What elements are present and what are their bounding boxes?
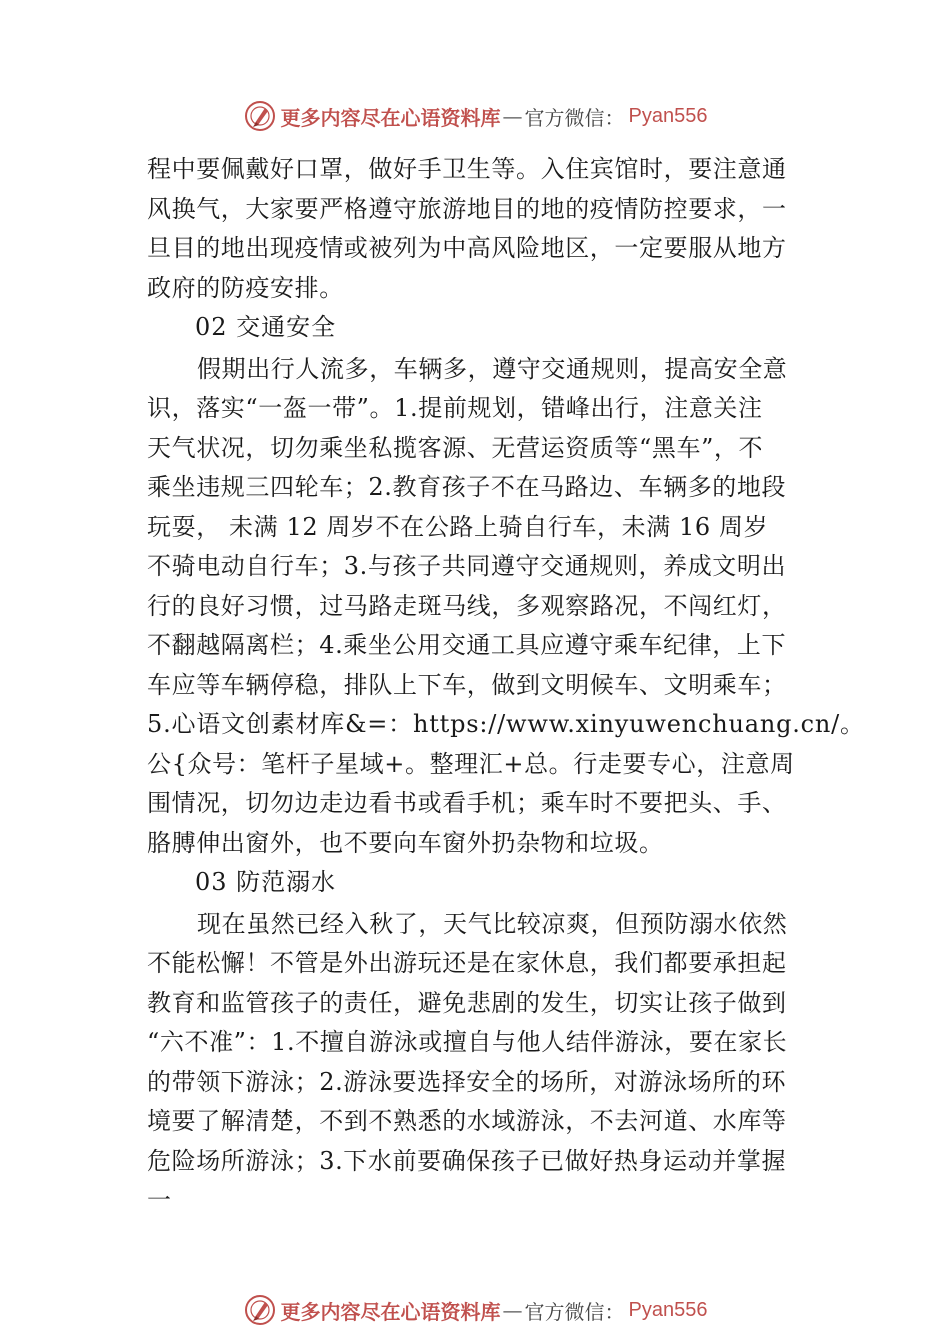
text-line: 政府的防疫安排。 [147, 273, 344, 302]
text-line: 围情况，切勿边走边看书或看手机；乘车时不要把头、手、 [147, 789, 787, 817]
text-line: 玩耍， 未满 12 周岁不在公路上骑自行车，未满 16 周岁 [147, 512, 769, 541]
text-line: 天气状况，切勿乘坐私揽客源、无营运资质等“黑车”，不 [147, 433, 764, 462]
text-line: 识，落实“一盔一带”。1.提前规划，错峰出行，注意关注 [147, 394, 763, 422]
text-line: 行的良好习惯，过马路走斑马线，多观察路况，不闯红灯， [147, 591, 787, 620]
text-line: 假期出行人流多，车辆多，遵守交通规则，提高安全意 [197, 354, 788, 383]
pen-nib-logo-icon [243, 1293, 277, 1327]
text-line: 教育和监管孩子的责任，避免悲剧的发生，切实让孩子做到 [147, 988, 787, 1017]
header-banner [0, 96, 950, 136]
text-line: 境要了解清楚，不到不熟悉的水域游泳，不去河道、水库等 [147, 1107, 787, 1135]
text-line: 程中要佩戴好口罩，做好手卫生等。入住宾馆时，要注意通 [147, 155, 787, 183]
text-line: 的带领下游泳；2.游泳要选择安全的场所，对游泳场所的环 [147, 1067, 787, 1096]
text-line: 危险场所游泳；3.下水前要确保孩子已做好热身运动并掌握 [147, 1146, 787, 1175]
banner-title: 更多内容尽在心语资料库 [280, 1299, 501, 1324]
text-line: 乘坐违规三四轮车；2.教育孩子不在马路边、车辆多的地段 [147, 473, 787, 501]
document-body [147, 150, 865, 1221]
text-line: 旦目的地出现疫情或被列为中高风险地区，一定要服从地方 [147, 234, 787, 262]
footer-banner [0, 1290, 950, 1330]
banner-separator: — [502, 104, 523, 128]
section-heading-drowning: 03 防范溺水 [195, 868, 337, 896]
banner-wechat-label: 官方微信： [524, 1299, 625, 1324]
text-line: 一 [147, 1186, 172, 1214]
banner-wechat-label: 官方微信： [524, 105, 625, 130]
pen-nib-logo-icon [243, 99, 277, 133]
text-line: 胳膊伸出窗外，也不要向车窗外扔杂物和垃圾。 [147, 828, 664, 857]
text-line: 不翻越隔离栏；4.乘坐公用交通工具应遵守乘车纪律，上下 [147, 631, 787, 659]
text-line: 公{众号：笔杆子星域+。整理汇+总。行走要专心，注意周 [147, 749, 795, 778]
text-line: 不骑电动自行车；3.与孩子共同遵守交通规则，养成文明出 [147, 552, 787, 580]
banner-title: 更多内容尽在心语资料库 [280, 105, 501, 130]
banner-wechat-id: Pyan556 [628, 1298, 708, 1321]
banner-separator: — [502, 1298, 523, 1322]
text-line: “六不准”：1.不擅自游泳或擅自与他人结伴游泳，要在家长 [147, 1028, 788, 1056]
text-line: 不能松懈！不管是外出游玩还是在家休息，我们都要承担起 [147, 949, 787, 977]
banner-wechat-id: Pyan556 [628, 104, 708, 127]
text-line: 风换气，大家要严格遵守旅游地目的地的疫情防控要求，一 [147, 194, 787, 223]
text-line: 5.心语文创素材库&=：https://www.xinyuwenchuang.cn/。 [147, 710, 865, 738]
text-line: 现在虽然已经入秋了，天气比较凉爽，但预防溺水依然 [197, 909, 788, 938]
section-heading-traffic: 02 交通安全 [195, 313, 337, 341]
text-line: 车应等车辆停稳，排队上下车，做到文明候车、文明乘车； [147, 670, 787, 699]
